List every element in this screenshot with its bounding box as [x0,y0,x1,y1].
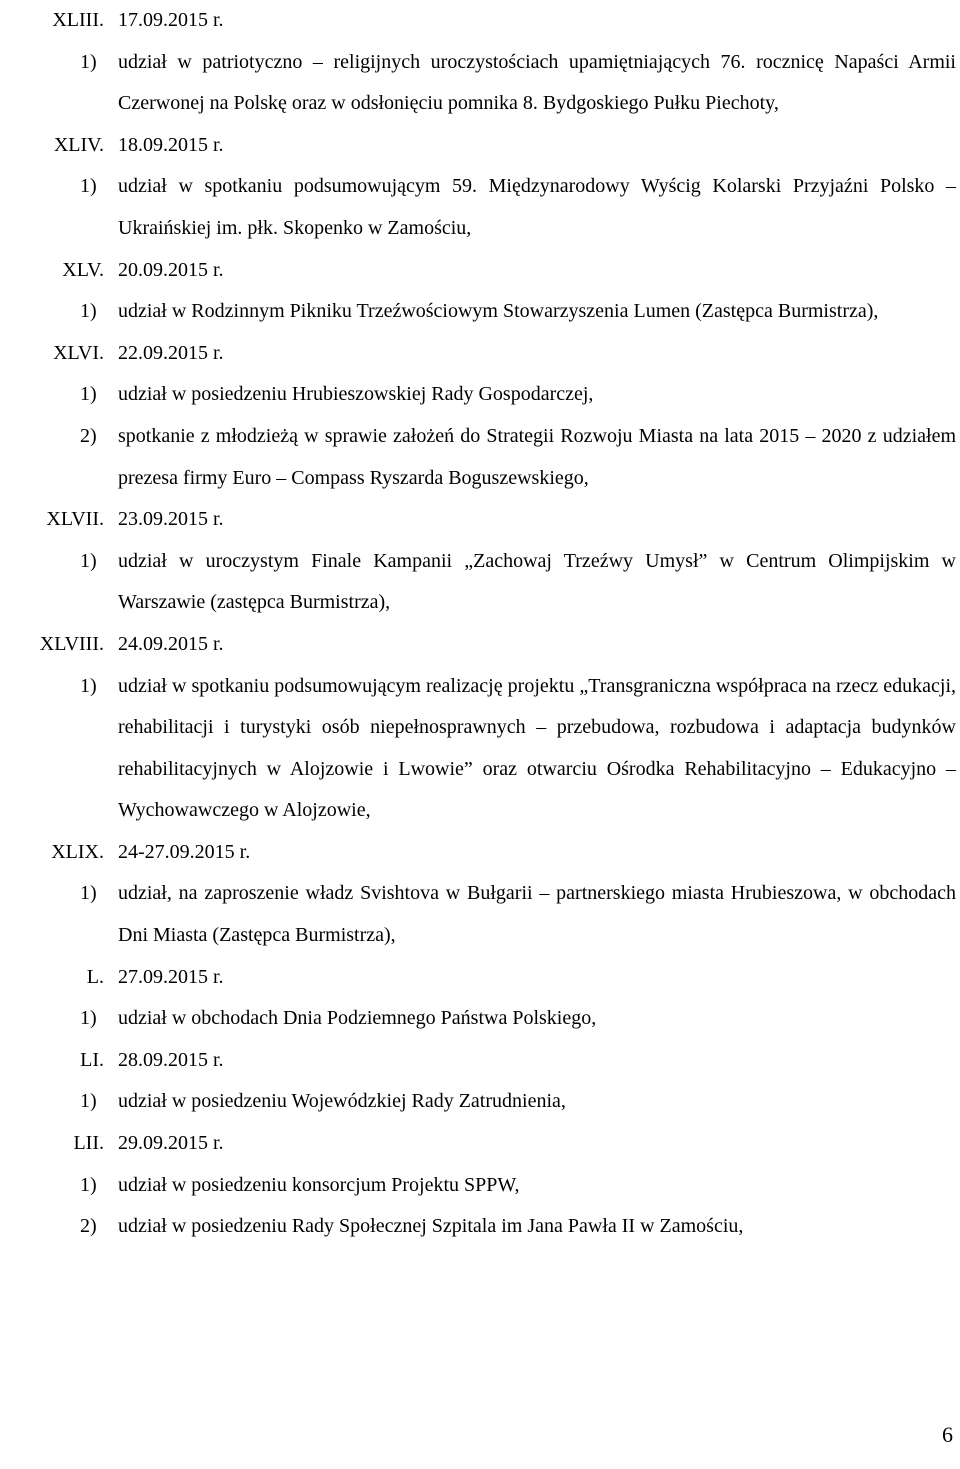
entry-numeral: XLVII. [46,508,104,531]
list-item-number: 1) [80,882,97,905]
entry-date: 20.09.2015 r. [118,258,224,281]
list-item [0,666,960,832]
list-item-text: udział w posiedzeniu Wojewódzkiej Rady Zatrudnienia, [118,1090,566,1113]
list-item-number: 1) [80,1090,97,1113]
entry-date: 24-27.09.2015 r. [118,840,251,863]
entry-numeral: XLVI. [53,341,104,364]
list-item-text: udział w posiedzeniu konsorcjum Projektu SPPW, [118,1173,520,1196]
list-item-number: 1) [80,300,97,323]
list-item [0,998,960,1040]
entry-numeral: LI. [80,1048,104,1071]
entry-date: 27.09.2015 r. [118,965,224,988]
entry-date-row [0,499,960,541]
list-item [0,1165,960,1207]
list-item-text: udział w uroczystym Finale Kampanii „Zachowaj Trzeźwy Umysł” w Centrum Olimpijskim w Warszawie (zastępca Burmistrza), [118,549,956,614]
entry-date-row [0,624,960,666]
list-item [0,873,960,956]
entry-date-row [0,0,960,42]
entry-date: 17.09.2015 r. [118,9,224,31]
page-number: 6 [942,1422,953,1447]
entry-date: 28.09.2015 r. [118,1048,224,1071]
list-item [0,416,960,499]
list-item [0,1206,960,1248]
entry-numeral: XLVIII. [39,632,104,655]
list-item-text: udział w posiedzeniu Rady Społecznej Szpitala im Jana Pawła II w Zamościu, [118,1215,744,1238]
entry-date-row [0,832,960,874]
entry-date-row [0,333,960,375]
entry-numeral: LII. [73,1132,104,1155]
list-item-text: udział w spotkaniu podsumowującym 59. Międzynarodowy Wyścig Kolarski Przyjaźni Polsko – Ukraińskiej im. płk. Skopenko w Zamościu, [118,175,956,239]
list-item-text: udział, na zaproszenie władz Svishtova w Bułgarii – partnerskiego miasta Hrubieszowa, w obchodach Dni Miasta (Zastępca Burmistrza), [118,882,956,947]
entry-date: 24.09.2015 r. [118,632,224,655]
entry-date: 22.09.2015 r. [118,341,224,364]
entry-date-row [0,250,960,292]
entry-numeral: XLIV. [53,133,104,156]
entry-date-row [0,1123,960,1165]
list-item [0,42,960,125]
list-item-number: 1) [80,549,97,572]
list-item-number: 2) [80,1215,97,1238]
entry-date: 18.09.2015 r. [118,133,224,156]
list-item-number: 1) [80,175,97,198]
list-item [0,374,960,416]
list-item [0,541,960,624]
entry-date-row [0,957,960,999]
list-item-number: 2) [80,424,97,447]
list-item [0,166,960,249]
entry-numeral: XLV. [62,258,104,281]
list-item-text: udział w posiedzeniu Hrubieszowskiej Rady Gospodarczej, [118,383,594,406]
list-item-text: udział w Rodzinnym Pikniku Trzeźwościowym Stowarzyszenia Lumen (Zastępca Burmistrza), [118,300,879,323]
entry-numeral: XLIX. [51,840,104,863]
list-item-text: udział w patriotyczno – religijnych uroczystościach upamiętniających 76. rocznicę Napaści Armii Czerwonej na Polskę oraz w odsłonięciu pomnika 8. Bydgoskiego Pułku Piechoty, [118,50,956,115]
list-item-number: 1) [80,1173,97,1196]
entry-date-row [0,125,960,167]
list-item [0,1081,960,1123]
entry-numeral: XLIII. [52,9,104,31]
entry-date: 23.09.2015 r. [118,508,224,531]
list-item [0,291,960,333]
list-item-text: udział w spotkaniu podsumowującym realizację projektu „Transgraniczna współpraca na rzecz edukacji, rehabilitacji i turystyki osób niepełnosprawnych – przebudowa, rozbudowa i adaptacja budynków rehabilitacyjnych w Alojzowie i Lwowie” oraz otwarciu Ośrodka Rehabilitacyjno – Edukacyjno – Wychowawczego w Alojzowie, [118,674,956,822]
list-item-number: 1) [80,1007,97,1030]
list-item-number: 1) [80,50,97,73]
entry-date-row [0,1040,960,1082]
list-item-text: udział w obchodach Dnia Podziemnego Państwa Polskiego, [118,1007,597,1030]
list-item-number: 1) [80,674,97,697]
list-item-text: spotkanie z młodzieżą w sprawie założeń do Strategii Rozwoju Miasta na lata 2015 – 2020 z udziałem prezesa firmy Euro – Compass Ryszarda Boguszewskiego, [118,424,956,489]
entry-date: 29.09.2015 r. [118,1132,224,1155]
list-item-number: 1) [80,383,97,406]
entry-numeral: L. [86,965,104,988]
